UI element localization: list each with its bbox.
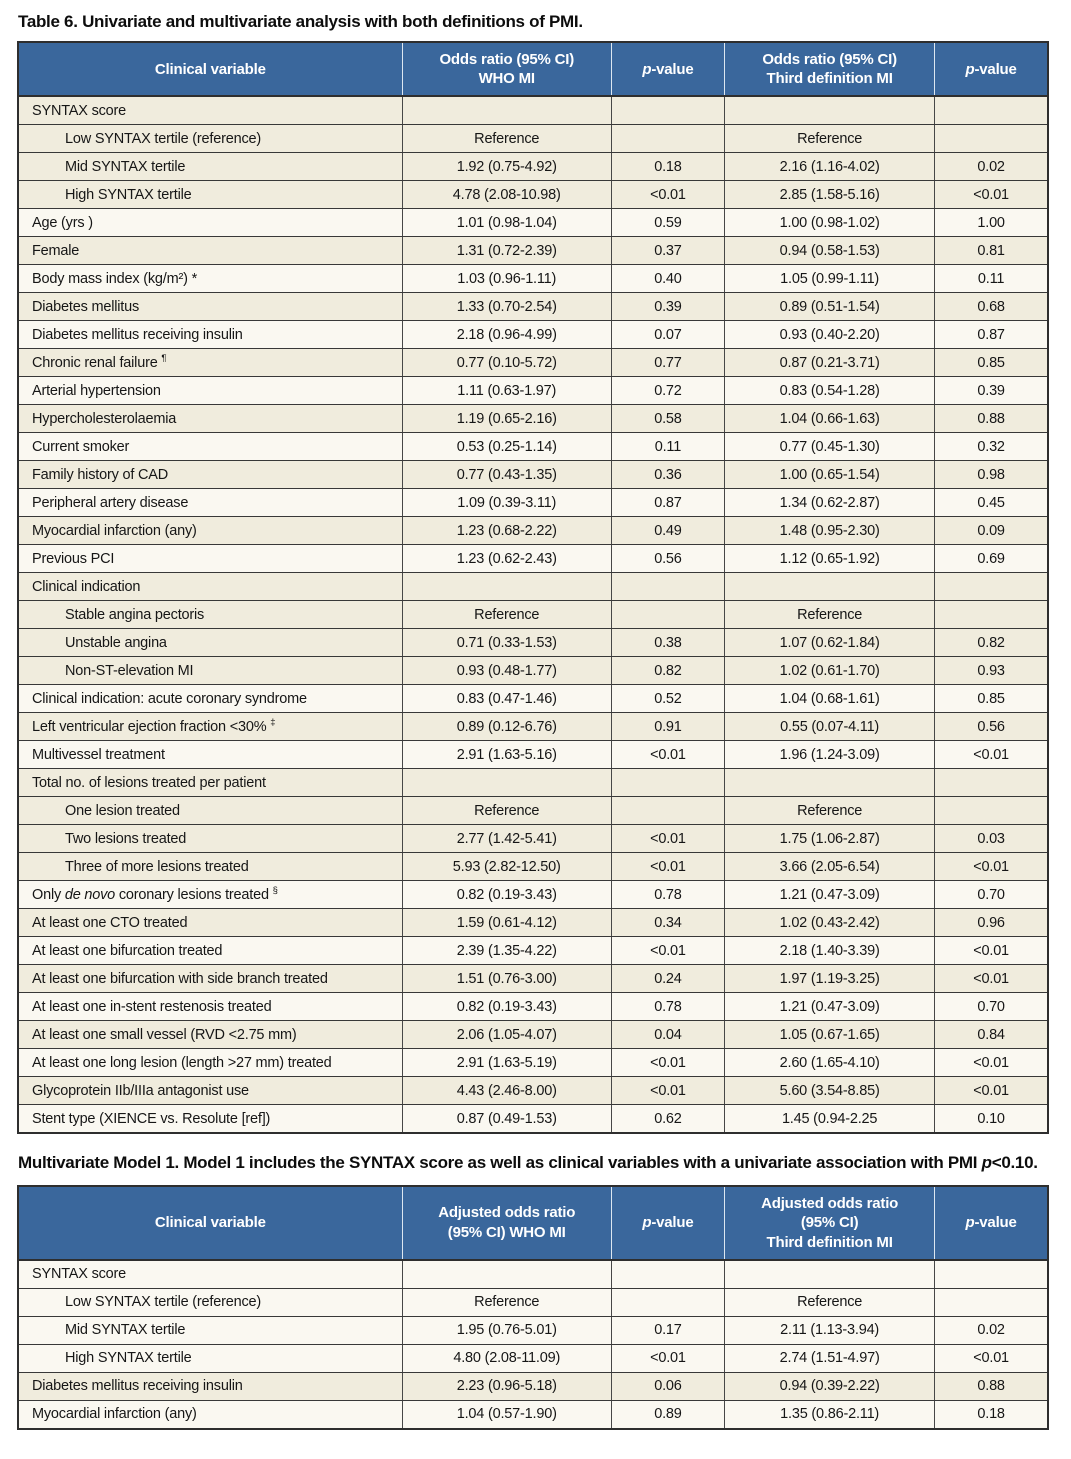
clinical-variable-cell: At least one small vessel (RVD <2.75 mm) [18, 1021, 402, 1049]
value-cell: 1.51 (0.76-3.00) [402, 965, 611, 993]
value-cell: 0.11 [935, 265, 1048, 293]
clinical-variable-cell: Clinical indication [18, 573, 402, 601]
table-row [18, 1077, 1048, 1105]
clinical-variable-cell: Diabetes mellitus receiving insulin [18, 321, 402, 349]
value-cell: Reference [725, 797, 935, 825]
table-row [18, 1288, 1048, 1316]
value-cell: 1.23 (0.68-2.22) [402, 517, 611, 545]
value-cell: 2.60 (1.65-4.10) [725, 1049, 935, 1077]
value-cell: 0.88 [935, 1372, 1048, 1400]
table-row [18, 461, 1048, 489]
clinical-variable-cell: SYNTAX score [18, 1260, 402, 1289]
clinical-variable-cell: Age (yrs ) [18, 209, 402, 237]
clinical-variable-cell: Stent type (XIENCE vs. Resolute [ref]) [18, 1105, 402, 1134]
header-row [18, 42, 1048, 96]
clinical-variable-cell: Current smoker [18, 433, 402, 461]
table-row [18, 433, 1048, 461]
value-cell: 0.82 (0.19-3.43) [402, 993, 611, 1021]
table-row [18, 125, 1048, 153]
clinical-variable-cell: Three of more lesions treated [18, 853, 402, 881]
value-cell: 0.10 [935, 1105, 1048, 1134]
value-cell [725, 769, 935, 797]
value-cell: 0.52 [611, 685, 724, 713]
value-cell: Reference [402, 125, 611, 153]
value-cell: 0.11 [611, 433, 724, 461]
table-row [18, 349, 1048, 377]
value-cell: 0.03 [935, 825, 1048, 853]
value-cell: 0.87 [611, 489, 724, 517]
value-cell: 1.02 (0.43-2.42) [725, 909, 935, 937]
value-cell: 5.93 (2.82-12.50) [402, 853, 611, 881]
column-header-clinical-variable: Clinical variable [18, 42, 402, 96]
value-cell: 1.12 (0.65-1.92) [725, 545, 935, 573]
value-cell [935, 573, 1048, 601]
value-cell [611, 1260, 724, 1289]
table-row [18, 1105, 1048, 1134]
value-cell: 1.05 (0.99-1.11) [725, 265, 935, 293]
value-cell: 0.87 [935, 321, 1048, 349]
table-row [18, 1260, 1048, 1289]
clinical-variable-cell: Stable angina pectoris [18, 601, 402, 629]
table-row [18, 573, 1048, 601]
column-header-clinical-variable: Clinical variable [18, 1186, 402, 1260]
value-cell: 0.37 [611, 237, 724, 265]
value-cell [611, 125, 724, 153]
value-cell: 2.18 (0.96-4.99) [402, 321, 611, 349]
value-cell [725, 573, 935, 601]
value-cell: 0.18 [611, 153, 724, 181]
column-header-p-value-who: p-value [611, 1186, 724, 1260]
value-cell: 4.80 (2.08-11.09) [402, 1344, 611, 1372]
clinical-variable-cell: Myocardial infarction (any) [18, 517, 402, 545]
value-cell: 1.02 (0.61-1.70) [725, 657, 935, 685]
value-cell: 0.56 [611, 545, 724, 573]
value-cell [611, 601, 724, 629]
value-cell [725, 1260, 935, 1289]
table-row [18, 937, 1048, 965]
value-cell: 0.85 [935, 349, 1048, 377]
value-cell: 0.89 (0.12-6.76) [402, 713, 611, 741]
value-cell: 0.77 (0.10-5.72) [402, 349, 611, 377]
value-cell: 0.02 [935, 1316, 1048, 1344]
value-cell: <0.01 [611, 1077, 724, 1105]
table-row [18, 853, 1048, 881]
table-row [18, 321, 1048, 349]
table-row [18, 96, 1048, 125]
value-cell: Reference [402, 797, 611, 825]
table-row [18, 293, 1048, 321]
value-cell: <0.01 [935, 1077, 1048, 1105]
table-row [18, 657, 1048, 685]
value-cell: 2.39 (1.35-4.22) [402, 937, 611, 965]
clinical-variable-cell: High SYNTAX tertile [18, 1344, 402, 1372]
table-row [18, 1021, 1048, 1049]
clinical-variable-cell: Low SYNTAX tertile (reference) [18, 1288, 402, 1316]
clinical-variable-cell: Unstable angina [18, 629, 402, 657]
value-cell: 1.59 (0.61-4.12) [402, 909, 611, 937]
value-cell: 1.11 (0.63-1.97) [402, 377, 611, 405]
value-cell [725, 96, 935, 125]
column-header-odds-ratio-who-mi: Odds ratio (95% CI) WHO MI [402, 42, 611, 96]
value-cell [611, 769, 724, 797]
table-row [18, 209, 1048, 237]
table-row [18, 517, 1048, 545]
value-cell: 1.03 (0.96-1.11) [402, 265, 611, 293]
value-cell: 1.45 (0.94-2.25 [725, 1105, 935, 1134]
value-cell: 0.77 [611, 349, 724, 377]
value-cell: 1.00 (0.65-1.54) [725, 461, 935, 489]
value-cell: 2.11 (1.13-3.94) [725, 1316, 935, 1344]
value-cell: <0.01 [935, 181, 1048, 209]
clinical-variable-cell: Chronic renal failure ¶ [18, 349, 402, 377]
clinical-variable-cell: Diabetes mellitus [18, 293, 402, 321]
multivariate-model1-table [17, 1185, 1049, 1430]
value-cell: 2.18 (1.40-3.39) [725, 937, 935, 965]
clinical-variable-cell: Two lesions treated [18, 825, 402, 853]
table-row [18, 1316, 1048, 1344]
clinical-variable-cell: Hypercholesterolaemia [18, 405, 402, 433]
table-row [18, 993, 1048, 1021]
value-cell: Reference [402, 1288, 611, 1316]
value-cell [611, 797, 724, 825]
value-cell: 1.48 (0.95-2.30) [725, 517, 935, 545]
value-cell: 0.39 [935, 377, 1048, 405]
value-cell: Reference [725, 1288, 935, 1316]
value-cell: 0.59 [611, 209, 724, 237]
column-header-p-value-who: p-value [611, 42, 724, 96]
clinical-variable-cell: Peripheral artery disease [18, 489, 402, 517]
value-cell: 1.33 (0.70-2.54) [402, 293, 611, 321]
value-cell: 2.74 (1.51-4.97) [725, 1344, 935, 1372]
value-cell: 0.18 [935, 1400, 1048, 1429]
value-cell: 4.78 (2.08-10.98) [402, 181, 611, 209]
value-cell: 1.75 (1.06-2.87) [725, 825, 935, 853]
value-cell: 0.40 [611, 265, 724, 293]
table-row [18, 601, 1048, 629]
value-cell: 1.95 (0.76-5.01) [402, 1316, 611, 1344]
value-cell: 0.36 [611, 461, 724, 489]
value-cell [935, 769, 1048, 797]
value-cell: 2.91 (1.63-5.19) [402, 1049, 611, 1077]
clinical-variable-cell: SYNTAX score [18, 96, 402, 125]
value-cell: 1.92 (0.75-4.92) [402, 153, 611, 181]
table-row [18, 405, 1048, 433]
table-row [18, 1049, 1048, 1077]
table-row [18, 713, 1048, 741]
value-cell: 0.34 [611, 909, 724, 937]
value-cell: 0.78 [611, 881, 724, 909]
value-cell: 2.06 (1.05-4.07) [402, 1021, 611, 1049]
table-row [18, 797, 1048, 825]
table-row [18, 825, 1048, 853]
value-cell: 0.77 (0.45-1.30) [725, 433, 935, 461]
value-cell [935, 1260, 1048, 1289]
value-cell [935, 96, 1048, 125]
value-cell: 1.05 (0.67-1.65) [725, 1021, 935, 1049]
value-cell: <0.01 [611, 937, 724, 965]
value-cell: <0.01 [935, 1344, 1048, 1372]
value-cell: 0.82 [935, 629, 1048, 657]
table-row [18, 629, 1048, 657]
clinical-variable-cell: Arterial hypertension [18, 377, 402, 405]
value-cell [402, 1260, 611, 1289]
value-cell: 0.94 (0.39-2.22) [725, 1372, 935, 1400]
value-cell: 0.06 [611, 1372, 724, 1400]
value-cell: 4.43 (2.46-8.00) [402, 1077, 611, 1105]
table-row [18, 909, 1048, 937]
value-cell [402, 769, 611, 797]
value-cell: 0.69 [935, 545, 1048, 573]
value-cell: 1.96 (1.24-3.09) [725, 741, 935, 769]
clinical-variable-cell: Myocardial infarction (any) [18, 1400, 402, 1429]
value-cell: 0.88 [935, 405, 1048, 433]
value-cell [935, 797, 1048, 825]
value-cell: 1.34 (0.62-2.87) [725, 489, 935, 517]
clinical-variable-cell: At least one CTO treated [18, 909, 402, 937]
value-cell: 0.55 (0.07-4.11) [725, 713, 935, 741]
value-cell: 0.84 [935, 1021, 1048, 1049]
value-cell: 0.85 [935, 685, 1048, 713]
value-cell: 0.94 (0.58-1.53) [725, 237, 935, 265]
multivariate-model1-caption: Multivariate Model 1. Model 1 includes the SYNTAX score as well as clinical variables with a univariate association with PMI p<0.10. [18, 1153, 1038, 1173]
value-cell: 0.39 [611, 293, 724, 321]
value-cell: 0.09 [935, 517, 1048, 545]
value-cell: <0.01 [935, 853, 1048, 881]
value-cell: 1.21 (0.47-3.09) [725, 993, 935, 1021]
value-cell: 0.58 [611, 405, 724, 433]
clinical-variable-cell: Mid SYNTAX tertile [18, 153, 402, 181]
value-cell: <0.01 [611, 1049, 724, 1077]
table-row [18, 1344, 1048, 1372]
value-cell: 1.31 (0.72-2.39) [402, 237, 611, 265]
clinical-variable-cell: Diabetes mellitus receiving insulin [18, 1372, 402, 1400]
value-cell: 1.97 (1.19-3.25) [725, 965, 935, 993]
value-cell: 0.82 [611, 657, 724, 685]
value-cell: 0.89 (0.51-1.54) [725, 293, 935, 321]
value-cell: 0.78 [611, 993, 724, 1021]
value-cell: 0.17 [611, 1316, 724, 1344]
clinical-variable-cell: Non-ST-elevation MI [18, 657, 402, 685]
value-cell: <0.01 [611, 181, 724, 209]
value-cell: 0.82 (0.19-3.43) [402, 881, 611, 909]
clinical-variable-cell: Mid SYNTAX tertile [18, 1316, 402, 1344]
value-cell: 0.87 (0.49-1.53) [402, 1105, 611, 1134]
value-cell: 0.72 [611, 377, 724, 405]
value-cell: 2.23 (0.96-5.18) [402, 1372, 611, 1400]
clinical-variable-cell: Left ventricular ejection fraction <30% ‡ [18, 713, 402, 741]
value-cell: 5.60 (3.54-8.85) [725, 1077, 935, 1105]
univariate-table [17, 41, 1049, 1134]
value-cell: 0.49 [611, 517, 724, 545]
value-cell: 0.45 [935, 489, 1048, 517]
column-header-p-value-third: p-value [935, 1186, 1048, 1260]
value-cell: <0.01 [935, 937, 1048, 965]
value-cell: 2.16 (1.16-4.02) [725, 153, 935, 181]
value-cell: 0.04 [611, 1021, 724, 1049]
value-cell: <0.01 [935, 1049, 1048, 1077]
value-cell: 0.91 [611, 713, 724, 741]
value-cell: 1.23 (0.62-2.43) [402, 545, 611, 573]
value-cell: 0.71 (0.33-1.53) [402, 629, 611, 657]
value-cell: 2.91 (1.63-5.16) [402, 741, 611, 769]
value-cell: Reference [725, 601, 935, 629]
value-cell: <0.01 [935, 741, 1048, 769]
column-header-adj-odds-ratio-who-mi: Adjusted odds ratio (95% CI) WHO MI [402, 1186, 611, 1260]
value-cell: 0.98 [935, 461, 1048, 489]
value-cell: 0.77 (0.43-1.35) [402, 461, 611, 489]
clinical-variable-cell: One lesion treated [18, 797, 402, 825]
table-row [18, 965, 1048, 993]
value-cell: 0.89 [611, 1400, 724, 1429]
value-cell: 0.70 [935, 881, 1048, 909]
clinical-variable-cell: Previous PCI [18, 545, 402, 573]
value-cell [402, 96, 611, 125]
table-row [18, 489, 1048, 517]
value-cell: 2.77 (1.42-5.41) [402, 825, 611, 853]
value-cell: 1.21 (0.47-3.09) [725, 881, 935, 909]
value-cell: 0.83 (0.47-1.46) [402, 685, 611, 713]
value-cell: 1.01 (0.98-1.04) [402, 209, 611, 237]
clinical-variable-cell: Female [18, 237, 402, 265]
column-header-odds-ratio-third-def-mi: Odds ratio (95% CI) Third definition MI [725, 42, 935, 96]
clinical-variable-cell: Glycoprotein IIb/IIIa antagonist use [18, 1077, 402, 1105]
clinical-variable-cell: At least one bifurcation with side branch treated [18, 965, 402, 993]
value-cell: <0.01 [611, 853, 724, 881]
value-cell: <0.01 [611, 825, 724, 853]
clinical-variable-cell: Multivessel treatment [18, 741, 402, 769]
value-cell: <0.01 [935, 965, 1048, 993]
table-row [18, 181, 1048, 209]
value-cell [611, 573, 724, 601]
value-cell: Reference [402, 601, 611, 629]
value-cell [611, 96, 724, 125]
header-row [18, 1186, 1048, 1260]
table-row [18, 741, 1048, 769]
table-row [18, 1400, 1048, 1429]
value-cell: 1.00 (0.98-1.02) [725, 209, 935, 237]
table-row [18, 377, 1048, 405]
clinical-variable-cell: At least one bifurcation treated [18, 937, 402, 965]
table-row [18, 153, 1048, 181]
value-cell: 3.66 (2.05-6.54) [725, 853, 935, 881]
clinical-variable-cell: Total no. of lesions treated per patient [18, 769, 402, 797]
table-row [18, 1372, 1048, 1400]
value-cell: 0.56 [935, 713, 1048, 741]
value-cell: 0.02 [935, 153, 1048, 181]
value-cell [935, 601, 1048, 629]
clinical-variable-cell: At least one long lesion (length >27 mm) treated [18, 1049, 402, 1077]
clinical-variable-cell: Only de novo coronary lesions treated § [18, 881, 402, 909]
value-cell: 0.07 [611, 321, 724, 349]
value-cell: 0.93 (0.40-2.20) [725, 321, 935, 349]
value-cell: 0.81 [935, 237, 1048, 265]
value-cell: 0.62 [611, 1105, 724, 1134]
value-cell: 1.07 (0.62-1.84) [725, 629, 935, 657]
value-cell [611, 1288, 724, 1316]
value-cell: 1.04 (0.57-1.90) [402, 1400, 611, 1429]
value-cell: 1.35 (0.86-2.11) [725, 1400, 935, 1429]
value-cell: 0.24 [611, 965, 724, 993]
value-cell: 0.93 (0.48-1.77) [402, 657, 611, 685]
value-cell: 1.09 (0.39-3.11) [402, 489, 611, 517]
clinical-variable-cell: High SYNTAX tertile [18, 181, 402, 209]
value-cell [402, 573, 611, 601]
table-row [18, 237, 1048, 265]
table-row [18, 545, 1048, 573]
clinical-variable-cell: Body mass index (kg/m²) * [18, 265, 402, 293]
value-cell: 0.68 [935, 293, 1048, 321]
value-cell [935, 125, 1048, 153]
value-cell: 0.32 [935, 433, 1048, 461]
value-cell: 0.53 (0.25-1.14) [402, 433, 611, 461]
value-cell: 0.83 (0.54-1.28) [725, 377, 935, 405]
value-cell: 1.04 (0.66-1.63) [725, 405, 935, 433]
clinical-variable-cell: Clinical indication: acute coronary syndrome [18, 685, 402, 713]
value-cell: 2.85 (1.58-5.16) [725, 181, 935, 209]
clinical-variable-cell: Low SYNTAX tertile (reference) [18, 125, 402, 153]
value-cell: <0.01 [611, 1344, 724, 1372]
value-cell: 1.19 (0.65-2.16) [402, 405, 611, 433]
value-cell: 0.96 [935, 909, 1048, 937]
clinical-variable-cell: At least one in-stent restenosis treated [18, 993, 402, 1021]
table-row [18, 881, 1048, 909]
column-header-adj-odds-ratio-third-def-mi: Adjusted odds ratio (95% CI) Third definition MI [725, 1186, 935, 1260]
value-cell: <0.01 [611, 741, 724, 769]
value-cell [935, 1288, 1048, 1316]
value-cell: 0.87 (0.21-3.71) [725, 349, 935, 377]
value-cell: 1.00 [935, 209, 1048, 237]
column-header-p-value-third: p-value [935, 42, 1048, 96]
value-cell: 1.04 (0.68-1.61) [725, 685, 935, 713]
value-cell: 0.38 [611, 629, 724, 657]
value-cell: 0.93 [935, 657, 1048, 685]
table-row [18, 769, 1048, 797]
value-cell: Reference [725, 125, 935, 153]
clinical-variable-cell: Family history of CAD [18, 461, 402, 489]
table-row [18, 685, 1048, 713]
table6-caption: Table 6. Univariate and multivariate analysis with both definitions of PMI. [18, 12, 583, 31]
table-row [18, 265, 1048, 293]
value-cell: 0.70 [935, 993, 1048, 1021]
